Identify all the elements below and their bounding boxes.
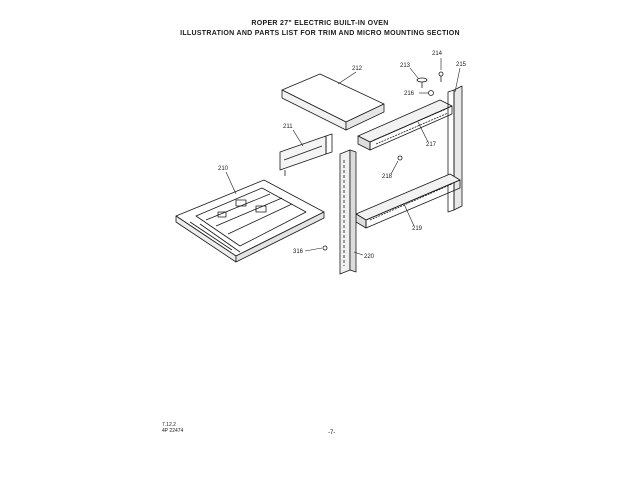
callout-215: 215 <box>456 62 467 68</box>
callout-219: 219 <box>412 226 423 232</box>
page-title: ROPER 27" ELECTRIC BUILT-IN OVEN <box>251 20 389 27</box>
callout-217: 217 <box>426 142 437 148</box>
part-211-bracket <box>280 134 332 176</box>
callout-216: 216 <box>404 91 415 97</box>
callout-213: 213 <box>400 63 411 69</box>
document-reference-line2: 4P 22474 <box>162 428 184 434</box>
part-216-clip <box>429 91 434 96</box>
callout-211: 211 <box>283 124 293 130</box>
callout-218: 218 <box>382 174 393 180</box>
part-217-upper-rail <box>358 100 452 150</box>
part-219-lower-rail <box>356 174 460 228</box>
part-220-left-post <box>340 150 356 274</box>
part-214-screw <box>439 72 443 82</box>
callout-316: 316 <box>293 249 304 255</box>
part-213-screw <box>417 78 427 88</box>
page-number: -7- <box>328 430 336 436</box>
document-reference-line1: 7.12.2 <box>162 422 176 428</box>
page-subtitle: ILLUSTRATION AND PARTS LIST FOR TRIM AND MICRO MOUNTING SECTION <box>180 30 460 37</box>
part-218-screw <box>398 156 402 160</box>
callout-214: 214 <box>432 51 443 57</box>
callout-220: 220 <box>364 254 375 260</box>
callout-210: 210 <box>218 166 229 172</box>
part-212-top-panel <box>282 74 384 130</box>
part-316-screw <box>323 246 327 250</box>
callout-212: 212 <box>352 66 363 72</box>
